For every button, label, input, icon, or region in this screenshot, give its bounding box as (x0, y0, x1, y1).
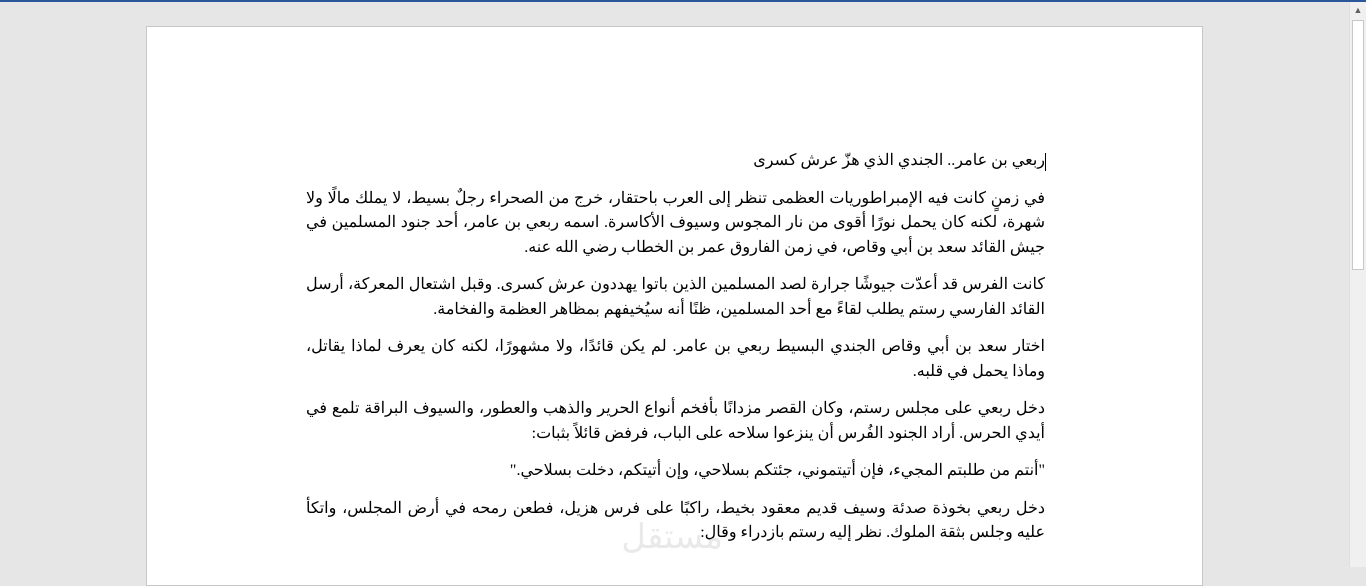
scroll-up-arrow-icon[interactable]: ▲ (1353, 5, 1363, 15)
document-title: ربعي بن عامر.. الجندي الذي هزّ عرش كسرى (753, 152, 1045, 169)
paragraph[interactable]: دخل ربعي بخوذة صدئة وسيف قديم معقود بخيط، راكبًا على فرس هزيل، فطعن رمحه في أرض المجلس، واتكأ عليه وجلس بثقة الملوك. نظر إليه رستم بازدراء وقال: (306, 499, 1045, 541)
document-canvas (0, 2, 1349, 567)
paragraph[interactable]: في زمنٍ كانت فيه الإمبراطوريات العظمى تنظر إلى العرب باحتقار، خرج من الصحراء رجلٌ بسيط، لا يملك مالًا ولا شهرة، لكنه كان يحمل نورًا أقوى من نار المجوس وسيوف الأكاسرة. اسمه ربعي بن عامر، أحد جنود المسلمين في جيش القائد سعد بن أبي وقاص، في زمن الفاروق عمر بن الخطاب رضي الله عنه. (306, 189, 1045, 256)
document-title-paragraph[interactable] (306, 149, 1045, 174)
paragraph[interactable]: "أنتم من طلبتم المجيء، فإن أتيتموني، جئتكم بسلاحي، وإن أتيتكم، دخلت بسلاحي." (509, 462, 1045, 479)
paragraph[interactable]: كانت الفرس قد أعدّت جيوشًا جرارة لصد المسلمين الذين باتوا يهددون عرش كسرى. وقبل اشتعال المعركة، أرسل القائد الفارسي رستم يطلب لقاءً مع أحد المسلمين، ظنًا أنه سيُخيفهم بمظاهر العظمة والفخامة. (306, 276, 1045, 318)
paragraph[interactable]: اختار سعد بن أبي وقاص الجندي البسيط ربعي بن عامر. لم يكن قائدًا، ولا مشهورًا، لكنه كان يعرف لماذا يقاتل، وماذا يحمل في قلبه. (306, 338, 1046, 380)
scrollbar-thumb[interactable] (1352, 20, 1364, 270)
document-body[interactable] (306, 149, 1045, 559)
text-cursor (1045, 153, 1046, 171)
paragraph[interactable]: دخل ربعي على مجلس رستم، وكان القصر مزدانًا بأفخم أنواع الحرير والذهب والعطور، والسيوف البراقة تلمع في أيدي الحرس. أراد الجنود الفُرس أن ينزعوا سلاحه على الباب، فرفض قائلاً بثبات: (306, 400, 1045, 442)
watermark-logo: مستقل (621, 517, 723, 557)
document-page[interactable] (146, 26, 1203, 586)
vertical-scrollbar[interactable] (1349, 2, 1366, 567)
